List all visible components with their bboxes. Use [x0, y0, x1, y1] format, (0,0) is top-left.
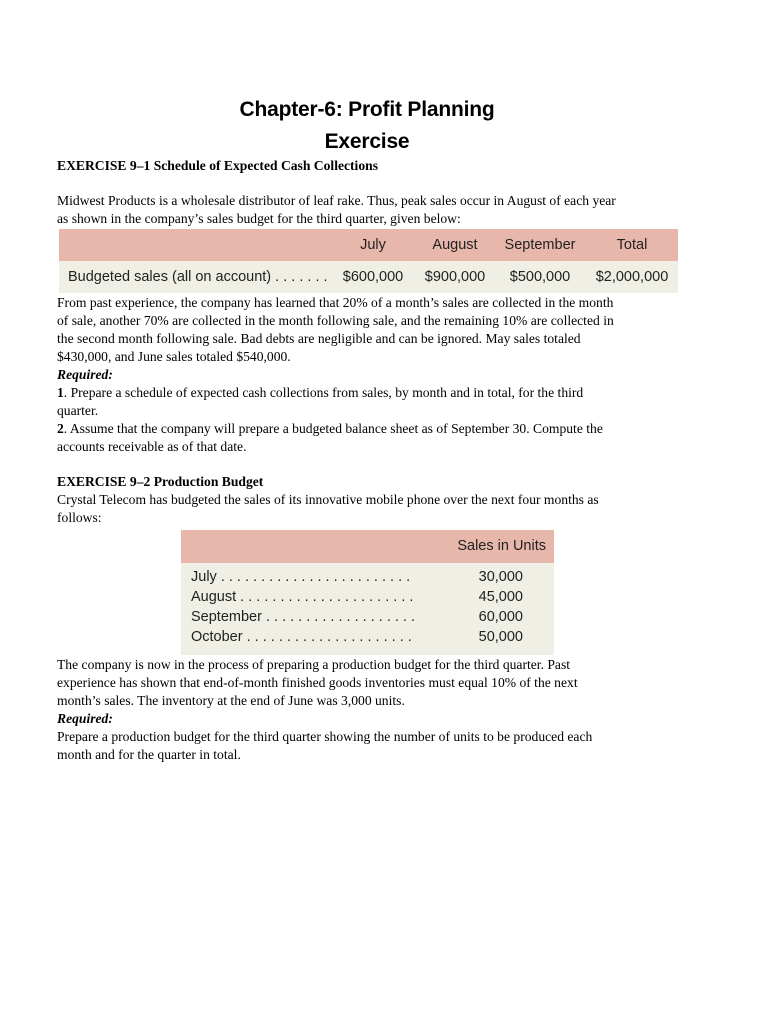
requirement-number: 1: [57, 385, 64, 400]
units-value: 50,000: [478, 629, 523, 645]
table-row: [59, 261, 678, 293]
value-july: $600,000: [342, 269, 404, 285]
intro-line: Midwest Products is a wholesale distributor of leaf rake. Thus, peak sales occur in August of each year: [57, 193, 616, 208]
value-total: $2,000,000: [595, 269, 669, 285]
requirement-line: month and for the quarter in total.: [57, 747, 241, 762]
exercise-1-heading: EXERCISE 9–1 Schedule of Expected Cash Collections: [57, 158, 378, 173]
exercise-1-body: [57, 294, 679, 366]
exercise-2-intro: [57, 491, 679, 527]
table-row: [181, 607, 554, 627]
body-line: The company is now in the process of preparing a production budget for the third quarter. Past: [57, 657, 571, 672]
header-total: Total: [616, 237, 648, 253]
body-line: experience has shown that end-of-month finished goods inventories must equal 10% of the next: [57, 675, 578, 690]
exercise-2-body: [57, 656, 679, 710]
chapter-title: Chapter-6: Profit Planning: [239, 98, 495, 121]
header-july: July: [360, 237, 386, 253]
exercise-2-requirement: [57, 728, 679, 764]
requirement-line: quarter.: [57, 403, 99, 418]
units-value: 45,000: [478, 589, 523, 605]
chapter-subtitle: Exercise: [324, 130, 410, 153]
exercise-2-heading: EXERCISE 9–2 Production Budget: [57, 474, 264, 489]
table-row: [181, 627, 554, 647]
requirement-text: . Assume that the company will prepare a budgeted balance sheet as of September 30. Compute the: [63, 421, 603, 436]
requirement-line: accounts receivable as of that date.: [57, 439, 247, 454]
table-header-row: [59, 229, 678, 261]
body-line: month’s sales. The inventory at the end of June was 3,000 units.: [57, 693, 405, 708]
requirement-line: [57, 420, 679, 438]
row-label: Budgeted sales (all on account) . . . . . . .: [68, 269, 328, 285]
requirement-line: Prepare a production budget for the third quarter showing the number of units to be produced each: [57, 729, 593, 744]
body-line: of sale, another 70% are collected in the month following sale, and the remaining 10% are collected in: [57, 313, 614, 328]
requirement-2: [57, 420, 679, 456]
units-value: 60,000: [478, 609, 523, 625]
value-august: $900,000: [424, 269, 486, 285]
table-row: [181, 567, 554, 587]
month-label: September . . . . . . . . . . . . . . . . . . .: [191, 609, 416, 625]
month-label: August . . . . . . . . . . . . . . . . . . . . . .: [191, 589, 414, 605]
requirement-1: [57, 384, 679, 420]
month-label: October . . . . . . . . . . . . . . . . . . . . .: [191, 629, 412, 645]
units-value: 30,000: [478, 569, 523, 585]
requirement-line: [57, 384, 679, 402]
requirement-number: 2: [57, 421, 64, 436]
header-september: September: [504, 237, 576, 253]
month-label: July . . . . . . . . . . . . . . . . . . . . . . . .: [191, 569, 411, 585]
table-header-row: [181, 530, 554, 563]
intro-line: follows:: [57, 510, 102, 525]
body-line: the second month following sale. Bad debts are negligible and can be ignored. May sales totaled: [57, 331, 581, 346]
intro-line: as shown in the company’s sales budget for the third quarter, given below:: [57, 211, 461, 226]
body-line: $430,000, and June sales totaled $540,000.: [57, 349, 291, 364]
sales-units-table: [181, 530, 554, 655]
header-august: August: [432, 237, 478, 253]
exercise-1-intro: [57, 192, 679, 228]
body-line: From past experience, the company has learned that 20% of a month’s sales are collected in the month: [57, 295, 614, 310]
table-body: [181, 563, 554, 655]
sales-budget-table: [59, 229, 678, 293]
required-label: Required:: [57, 711, 113, 726]
required-label: Required:: [57, 367, 113, 382]
table-row: [181, 587, 554, 607]
header-sales-in-units: Sales in Units: [457, 538, 546, 554]
value-september: $500,000: [509, 269, 571, 285]
requirement-text: . Prepare a schedule of expected cash collections from sales, by month and in total, for the third: [63, 385, 584, 400]
intro-line: Crystal Telecom has budgeted the sales of its innovative mobile phone over the next four months as: [57, 492, 599, 507]
